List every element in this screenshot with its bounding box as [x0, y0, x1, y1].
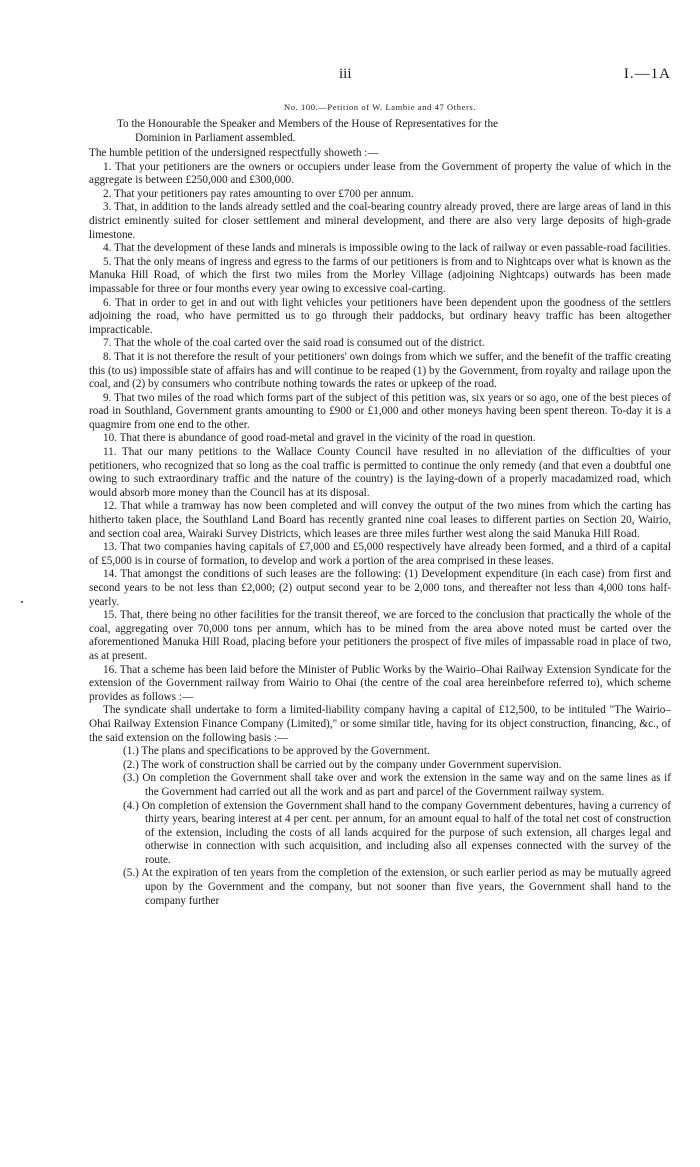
petition-heading: —Petition of W. Lambie and 47 Others.: [318, 102, 477, 112]
paragraph-15: 15. That, there being no other facilities for the transit thereof, we are forced to the conclusion that practically the whole of the coal, aggregating over 70,000 tons per annum, which has to be mined from the area above noted must be carted over the aforementioned Manuka Hill Road, placing before your petitioners the prospect of five miles of impassable road in place of two, as at present.: [89, 609, 671, 662]
paragraph-1: 1. That your petitioners are the owners or occupiers under lease from the Government of property the value of which in the aggregate is between £250,000 and £300,000.: [89, 160, 671, 187]
paragraph-8: 8. That it is not therefore the result of your petitioners' own doings from which we suffer, and the benefit of the traffic creating this (to us) impossible state of affairs has and will continue to be reaped (1) by the Government, from royalty and railage upon the coal, and (2) by consumers who contribute nothing towards the rates or upkeep of the road.: [89, 350, 672, 391]
paragraph-5: 5. That the only means of ingress and egress to the farms of our petitioners is from and to Nightcaps over what is known as the Manuka Hill Road, of which the first two miles from the Morley Village (adjoining Nightcaps) outwards has been made impassable for three or four months every year owing to excessive coal-carting.: [89, 255, 671, 295]
page-number: iii: [339, 66, 352, 82]
address-line-2: Dominion in Parliament assembled.: [135, 131, 296, 144]
condition-1: (1.) The plans and specifications to be approved by the Government.: [123, 745, 430, 758]
petition-title: [89, 102, 671, 113]
margin-speck: [21, 601, 23, 603]
petition-address: [89, 118, 671, 145]
paragraph-11: 11. That our many petitions to the Wallace County Council have resulted in no alleviation of the difficulties of your petitioners, who recognized that so long as the coal traffic is permitted to continue the only remedy (and that even a doubtful one owing to such extraordinary traffic and the nature of the country) is the laying-down of a properly macadamized road, which would absorb more money than the Council has at its disposal.: [89, 446, 671, 499]
paragraph-7: 7. That the whole of the coal carted over the said road is consumed out of the district.: [103, 337, 485, 350]
paragraph-13: 13. That two companies having capitals of £7,000 and £5,000 respectively have already been formed, and a third of a capital of £5,000 is in course of formation, to develop and work a portion of the area comprised in these leases.: [89, 541, 671, 567]
paragraph-2: 2. That your petitioners pay rates amounting to over £700 per annum.: [103, 187, 414, 200]
page-header: [89, 66, 671, 90]
petition-number: No. 100.: [283, 102, 319, 112]
paragraph-12: 12. That while a tramway has now been completed and will convey the output of the two mines from which the carting has hitherto taken place, the Southland Land Board has recently granted nine coal leases to different parties on Section 20, Wairio, and section coal area, Wairaki Survey Districts, which leases are three miles further west along the said Manuka Hill Road.: [89, 500, 671, 540]
paragraph-3: 3. That, in addition to the lands already settled and the coal-bearing country already proved, there are large areas of land in this district eminently suited for closer settlement and mineral development, and there are also very large deposits of high-grade limestone.: [89, 201, 671, 241]
page-reference: I.—1A: [623, 66, 671, 82]
paragraph-4: 4. That the development of these lands and minerals is impossible owing to the lack of railway or even passable-road facilities.: [103, 242, 671, 255]
paragraph-6: 6. That in order to get in and out with light vehicles your petitioners have been dependent upon the goodness of the settlers adjoining the road, who have permitted us to go through their paddocks, but ordinary heavy traffic has been altogether impracticable.: [89, 296, 671, 336]
paragraph-10: 10. That there is abundance of good road-metal and gravel in the vicinity of the road in question.: [103, 432, 536, 445]
condition-2: (2.) The work of construction shall be carried out by the company under Government supervision.: [123, 758, 562, 771]
paragraph-9: 9. That two miles of the road which forms part of the subject of this petition was, six years or so ago, one of the best pieces of road in Southland, Government grants amounting to £900 or £1,000 and other moneys having been spent thereon. To-day it is a quagmire from one end to the other.: [89, 391, 671, 431]
paragraph-16: 16. That a scheme has been laid before the Minister of Public Works by the Wairio–Ohai Railway Extension Syndicate for the extension of the Government railway from Wairio to Ohai (the centre of the coal area hereinbefore referred to), which scheme provides as follows :—: [89, 663, 671, 703]
paragraph-14: 14. That amongst the conditions of such leases are the following: (1) Development expenditure (in each case) from first and second years to be not less than £2,000; (2) output second year to be 2,000 tons, and thereafter not less than 4,000 tons half-yearly.: [89, 568, 671, 608]
condition-3: (3.) On completion the Government shall take over and work the extension in the same way and on the same lines as if the Government had carried out all the work and as part and parcel of the Government railway system.: [123, 772, 671, 798]
condition-4: (4.) On completion of extension the Government shall hand to the company Government debentures, having a currency of thirty years, bearing interest at 4 per cent. per annum, for an amount equal to half of the total net cost of construction of the extension, including the costs of all lands acquired for the purpose of such extension, all charges legal and otherwise in connection with such acquisition, and including also all expenses connected with the survey of the route.: [123, 799, 671, 866]
condition-5: (5.) At the expiration of ten years from the completion of the extension, or such earlier period as may be mutually agreed upon by the Government and the company, but not sooner than five years, the Government shall hand to the company further: [123, 867, 671, 907]
petition-opening: The humble petition of the undersigned respectfully showeth :—: [89, 147, 379, 159]
syndicate-paragraph: The syndicate shall undertake to form a limited-liability company having a capital of £12,500, to be intituled "The Wairio–Ohai Railway Extension Finance Company (Limited)," or some similar title, having for its object construction, financing, &c., of the said extension on the following basis :—: [89, 704, 671, 744]
address-line-1: To the Honourable the Speaker and Members of the House of Representatives for the: [117, 118, 499, 130]
document-page: [89, 66, 671, 908]
